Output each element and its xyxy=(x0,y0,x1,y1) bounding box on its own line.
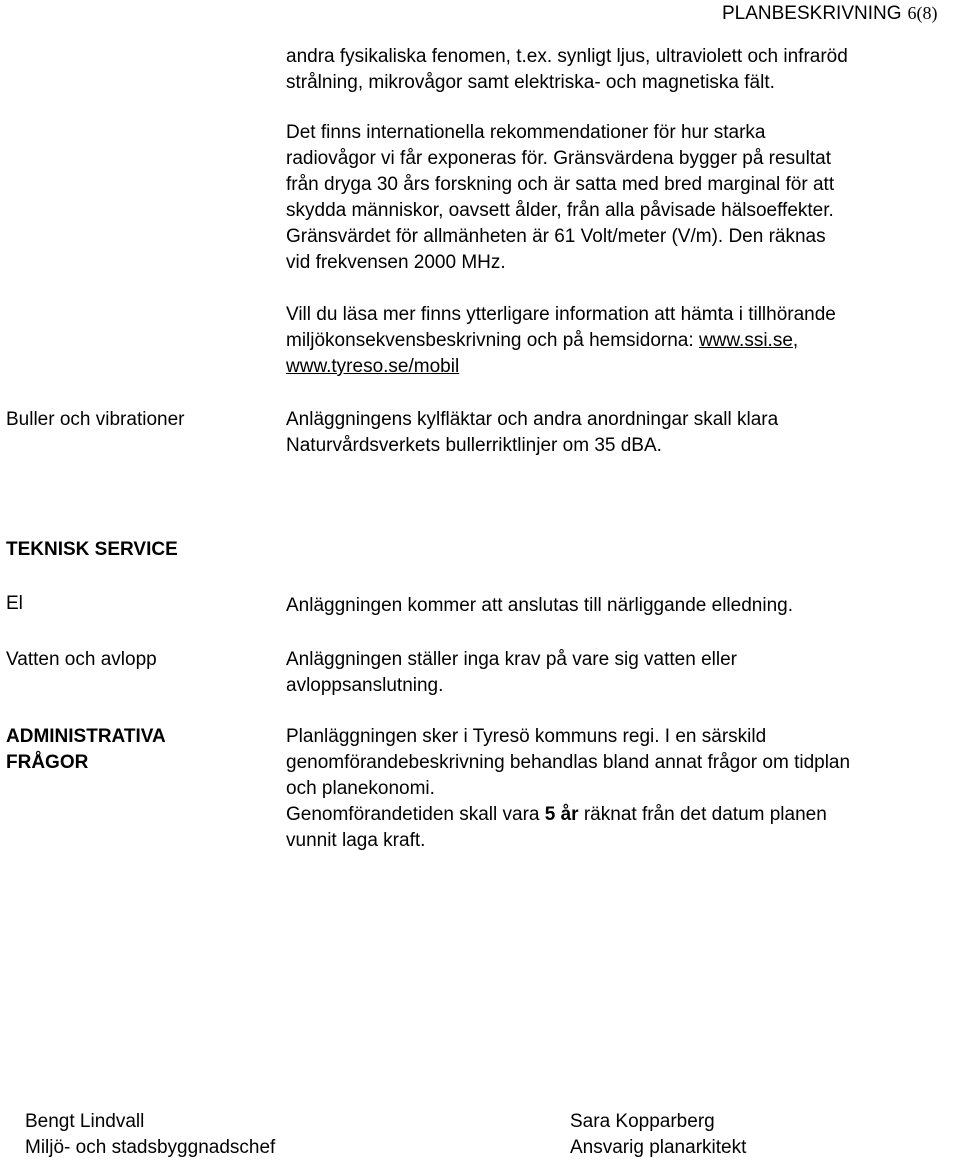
document-title: PLANBESKRIVNING xyxy=(722,3,902,24)
text-line: vid frekvensen 2000 MHz. xyxy=(286,252,506,273)
text-segment: räknat från det datum planen xyxy=(578,804,827,825)
text-line: vunnit laga kraft. xyxy=(286,830,426,851)
text-segment: Genomförandetiden skall vara xyxy=(286,804,545,825)
label-el: El xyxy=(6,593,23,614)
text-line xyxy=(286,354,954,380)
link-ssi[interactable]: www.ssi.se xyxy=(698,330,793,351)
text-line: och planekonomi. xyxy=(286,778,435,799)
text-line: från dryga 30 års forskning och är satta med bred marginal för att xyxy=(286,174,835,195)
label-vatten-avlopp: Vatten och avlopp xyxy=(6,649,157,670)
paragraph-gransvarden xyxy=(286,120,954,276)
text-line: Anläggningen kommer att anslutas till närliggande elledning. xyxy=(286,595,793,616)
paragraph-fenomen xyxy=(286,44,954,96)
signature-left xyxy=(25,1109,275,1161)
text-line: Planläggningen sker i Tyresö kommuns regi. I en särskild xyxy=(286,726,767,747)
text-line: Det finns internationella rekommendationer för hur starka xyxy=(286,122,766,143)
text-line xyxy=(286,802,954,828)
signatory-title: Ansvarig planarkitekt xyxy=(570,1137,747,1158)
paragraph-buller xyxy=(286,407,954,459)
signatory-title: Miljö- och stadsbyggnadschef xyxy=(25,1137,276,1158)
page-number: 6(8) xyxy=(907,3,938,23)
page-header xyxy=(722,2,938,25)
heading-line: FRÅGOR xyxy=(6,752,89,773)
text-line: andra fysikaliska fenomen, t.ex. synligt ljus, ultraviolett och infraröd xyxy=(286,46,848,67)
paragraph-mer-information xyxy=(286,302,954,380)
text-line: Naturvårdsverkets bullerriktlinjer om 35 dBA. xyxy=(286,435,662,456)
paragraph-vatten-avlopp xyxy=(286,647,954,699)
paragraph-planlaggning xyxy=(286,724,954,854)
text-line: skydda människor, oavsett ålder, från alla påvisade hälsoeffekter. xyxy=(286,200,834,221)
text-segment: miljökonsekvensbeskrivning och på hemsidorna: xyxy=(286,330,699,351)
text-line: avloppsanslutning. xyxy=(286,675,444,696)
text-line: Vill du läsa mer finns ytterligare information att hämta i tillhörande xyxy=(286,304,836,325)
text-line: Anläggningens kylfläktar och andra anordningar skall klara xyxy=(286,409,779,430)
text-line: strålning, mikrovågor samt elektriska- och magnetiska fält. xyxy=(286,72,775,93)
paragraph-el xyxy=(286,593,954,619)
link-separator: , xyxy=(792,330,799,351)
text-line xyxy=(286,328,954,354)
text-line: genomförandebeskrivning behandlas bland annat frågor om tidplan xyxy=(286,752,851,773)
genomforandetid-value: 5 år xyxy=(544,804,579,825)
signature-right xyxy=(570,1109,746,1161)
heading-teknisk-service: TEKNISK SERVICE xyxy=(6,539,178,560)
heading-line: ADMINISTRATIVA xyxy=(6,726,166,747)
label-buller: Buller och vibrationer xyxy=(6,409,185,430)
heading-administrativa-fragor xyxy=(6,724,266,776)
text-line: Anläggningen ställer inga krav på vare sig vatten eller xyxy=(286,649,737,670)
signatory-name: Bengt Lindvall xyxy=(25,1111,145,1132)
link-tyreso-mobil[interactable]: www.tyreso.se/mobil xyxy=(286,356,460,377)
text-line: Gränsvärdet för allmänheten är 61 Volt/meter (V/m). Den räknas xyxy=(286,226,826,247)
signatory-name: Sara Kopparberg xyxy=(570,1111,715,1132)
text-line: radiovågor vi får exponeras för. Gränsvärdena bygger på resultat xyxy=(286,148,831,169)
